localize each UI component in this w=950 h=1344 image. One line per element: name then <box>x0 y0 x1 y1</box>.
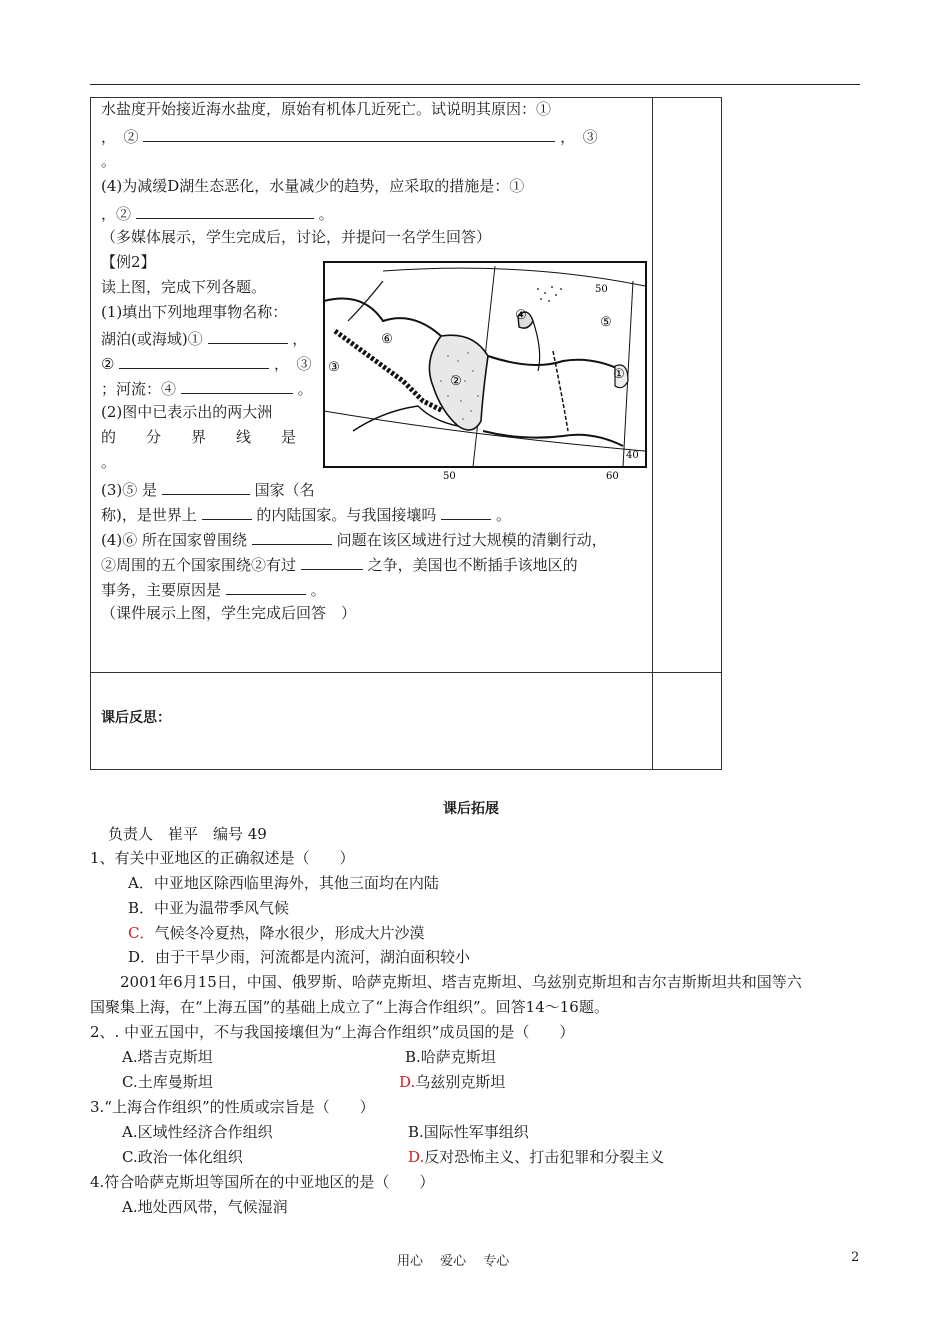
text-line <box>101 503 511 525</box>
footer-motto: 用心 爱心 专心 <box>397 1254 510 1269</box>
option-text: 乌兹别克斯坦 <box>415 1073 506 1091</box>
text-line <box>101 478 315 500</box>
text-segment: ， <box>292 330 308 348</box>
question-stem: 2、. 中亚五国中，不与我国接壤但为“上海合作组织”成员国的是（ ） <box>90 1023 575 1041</box>
text-line: 。 <box>101 152 117 170</box>
text-line <box>101 352 312 374</box>
text-segment: ， ③ <box>560 128 598 146</box>
text-segment: 事务，主要原因是 <box>101 581 222 599</box>
text-line: （课件展示上图，学生完成后回答 ） <box>101 604 357 622</box>
meta-line: 负责人 崔平 编号 49 <box>108 825 267 843</box>
header-rule <box>90 84 860 85</box>
answer-blank[interactable] <box>208 327 288 344</box>
option-a: A.塔吉克斯坦 <box>122 1048 213 1066</box>
text-segment: 称)，是世界上 <box>101 506 197 524</box>
option-letter: D. <box>408 1148 425 1166</box>
option-b: B．中亚为温带季风气候 <box>128 899 290 917</box>
option-c: C.土库曼斯坦 <box>122 1073 213 1091</box>
table-column-divider <box>652 98 653 769</box>
text-segment: ②周围的五个国家围绕②有过 <box>101 556 297 574</box>
answer-blank[interactable] <box>162 478 250 495</box>
map-label: ③ <box>328 360 340 375</box>
text-line <box>101 578 326 600</box>
text-line: （多媒体展示，学生完成后，讨论，并提问一名学生回答） <box>101 228 492 246</box>
passage-line: 国聚集上海，在“上海五国”的基础上成立了“上海合作组织”。回答14～16题。 <box>90 998 609 1016</box>
text-segment: 问题在该区域进行过大规模的清剿行动， <box>336 531 607 549</box>
answer-blank[interactable] <box>181 377 293 394</box>
option-c <box>128 923 425 943</box>
answer-blank[interactable] <box>136 202 314 219</box>
option-d: D．由于干旱少雨，河流都是内流河，湖泊面积较小 <box>128 948 471 966</box>
text-line <box>101 125 598 147</box>
text-line: 水盐度开始接近海水盐度，原始有机体几近死亡。试说明其原因：① <box>101 100 552 118</box>
text-line <box>101 202 334 224</box>
text-segment: 的内陆国家。与我国接壤吗 <box>256 506 437 524</box>
page-number: 2 <box>851 1250 860 1265</box>
text-segment: (3)⑤ 是 <box>101 481 158 499</box>
map-label: ① <box>613 367 625 382</box>
option-a: A.区域性经济合作组织 <box>122 1123 273 1141</box>
question-stem: 3.“上海合作组织”的性质或宗旨是（ ） <box>90 1098 375 1116</box>
text-line: 读上图，完成下列各题。 <box>101 278 267 296</box>
text-segment: ；河流：④ <box>101 380 177 398</box>
map-tick-label: 50 <box>443 471 456 482</box>
option-c: C.政治一体化组织 <box>122 1148 243 1166</box>
answer-blank[interactable] <box>119 352 269 369</box>
map-label: ④ <box>515 308 527 323</box>
text-line: (4)为减缓D湖生态恶化，水量减少的趋势，应采取的措施是：① <box>101 177 525 195</box>
text-line <box>101 553 578 575</box>
map-label: ② <box>450 374 462 389</box>
text-segment: 之争，美国也不断插手该地区的 <box>367 556 578 574</box>
text-segment: ， ③ <box>274 355 312 373</box>
option-d <box>408 1147 664 1167</box>
passage-line: 2001年6月15日，中国、俄罗斯、哈萨克斯坦、塔吉克斯坦、乌兹别克斯坦和吉尔吉斯斯坦共和国等六 <box>90 973 802 991</box>
text-segment: 国家（名 <box>254 481 315 499</box>
text-segment: 。 <box>297 380 313 398</box>
option-a: A．中亚地区除西临里海外，其他三面均在内陆 <box>128 874 439 892</box>
answer-blank[interactable] <box>252 528 332 545</box>
text-segment: ， ② <box>101 128 139 146</box>
answer-blank[interactable] <box>301 553 363 570</box>
text-segment: ② <box>101 355 115 373</box>
text-segment: ，② <box>101 205 132 223</box>
reflection-label: 课后反思： <box>101 710 171 726</box>
text-segment: 。 <box>496 506 512 524</box>
text-line: 的 分 界 线 是 <box>101 428 297 446</box>
option-a: A.地处西风带，气候湿润 <box>122 1198 288 1216</box>
map-tick-label: 60 <box>606 471 619 482</box>
map-label: ⑥ <box>381 332 393 347</box>
text-line: (1)填出下列地理事物名称： <box>101 303 288 321</box>
section-title: 课后拓展 <box>443 801 499 817</box>
text-line: 。 <box>101 453 117 471</box>
option-text: 反对恐怖主义、打击犯罪和分裂主义 <box>424 1148 665 1166</box>
table-row-divider <box>91 672 721 673</box>
answer-blank[interactable] <box>143 125 555 142</box>
text-line: (2)图中已表示出的两大洲 <box>101 403 273 421</box>
answer-blank[interactable] <box>226 578 306 595</box>
map-tick-label: 50 <box>595 284 608 295</box>
option-b: B.国际性军事组织 <box>408 1123 529 1141</box>
map-label: ⑤ <box>600 315 612 330</box>
text-line <box>101 327 307 349</box>
text-line <box>101 528 607 550</box>
option-text: 气候冬冷夏热，降水很少，形成大片沙漠 <box>154 924 425 942</box>
text-segment: (4)⑥ 所在国家曾围绕 <box>101 531 248 549</box>
answer-blank[interactable] <box>441 503 491 520</box>
question-stem: 4.符合哈萨克斯坦等国所在的中亚地区的是（ ） <box>90 1173 435 1191</box>
example-heading: 【例2】 <box>101 253 156 271</box>
text-segment: 。 <box>310 581 326 599</box>
option-d <box>399 1072 505 1092</box>
answer-blank[interactable] <box>202 503 252 520</box>
option-letter: C． <box>128 924 155 942</box>
option-b: B.哈萨克斯坦 <box>405 1048 496 1066</box>
text-segment: 湖泊(或海域)① <box>101 330 203 348</box>
option-letter: D. <box>399 1073 416 1091</box>
central-asia-map <box>323 261 651 484</box>
text-line <box>101 377 313 399</box>
question-stem: 1、有关中亚地区的正确叙述是（ ） <box>90 849 355 867</box>
map-tick-label: 40 <box>626 450 639 461</box>
text-segment: 。 <box>318 205 334 223</box>
